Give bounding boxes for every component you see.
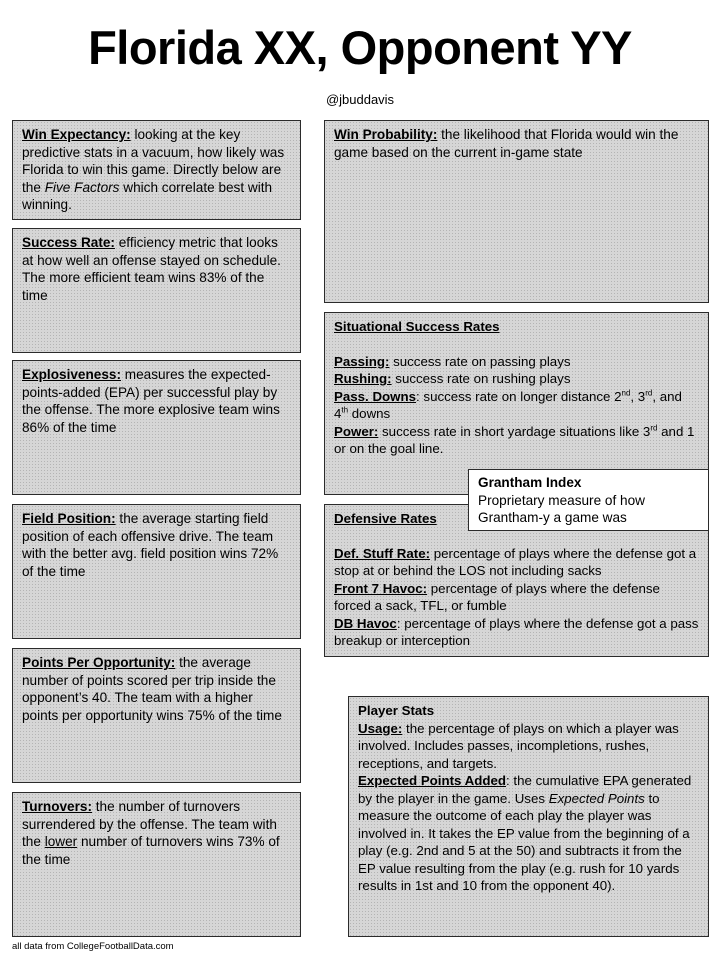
stuff-rate-label: Def. Stuff Rate: xyxy=(334,545,431,561)
db-havoc-label: DB Havoc xyxy=(334,615,397,631)
usage-text: the percentage of plays on which a player was involved. Includes passes, incompletions, rushes, receptions, and targets. xyxy=(358,720,679,771)
turnovers-text-a: the number of turnovers surrendered by the offense. The team with the xyxy=(22,799,277,849)
sup-th: th xyxy=(341,405,349,415)
win-probability-heading: Win Probability: xyxy=(334,127,438,142)
turnovers-text-b: number of turnovers wins 73% of the time xyxy=(22,834,280,867)
win-probability-text: the likelihood that Florida would win the game based on the current in-game state xyxy=(334,127,679,160)
pass-downs-text-d: downs xyxy=(348,406,391,421)
grantham-text: Proprietary measure of how Grantham-y a game was xyxy=(478,492,645,525)
situational-success-box xyxy=(324,312,709,495)
defensive-heading: Defensive Rates xyxy=(334,511,437,526)
rushing-text: success rate on rushing plays xyxy=(391,371,571,386)
grantham-heading: Grantham Index xyxy=(478,475,582,490)
pass-downs-text-c: , and 4 xyxy=(334,388,682,421)
front7-text: percentage of plays where the defense forced a sack, TFL, or fumble xyxy=(334,580,660,613)
power-label: Power: xyxy=(334,423,379,439)
pass-downs-text-b: , 3 xyxy=(630,388,646,404)
win-expectancy-text-b: which correlate best with winning. xyxy=(22,179,273,212)
data-source-footer: all data from CollegeFootballData.com xyxy=(12,941,174,952)
pass-downs-label: Pass. Downs xyxy=(334,388,417,404)
player-stats-heading: Player Stats xyxy=(358,703,435,718)
front7-label: Front 7 Havoc: xyxy=(334,580,428,596)
win-expectancy-heading: Win Expectancy: xyxy=(22,127,131,142)
success-rate-text: efficiency metric that looks at how well an offense stayed on schedule. The more efficient team wins 83% of the time xyxy=(22,235,281,303)
power-text-b: and 1 or on the goal line. xyxy=(334,423,695,456)
explosiveness-heading: Explosiveness: xyxy=(22,367,121,382)
explosiveness-text: measures the expected-points-added (EPA) per successful play by the offense. The more explosive team wins 86% of the time xyxy=(22,367,280,435)
page-title: Florida XX, Opponent YY xyxy=(88,21,632,74)
situational-heading: Situational Success Rates xyxy=(334,319,500,334)
win-expectancy-box xyxy=(12,120,301,220)
field-position-heading: Field Position: xyxy=(22,511,116,526)
turnovers-box xyxy=(12,792,301,937)
power-text-a: success rate in short yardage situations like 3 xyxy=(378,423,651,439)
five-factors-text: Five Factors xyxy=(44,179,120,195)
grantham-index-box xyxy=(468,469,709,531)
field-position-text: the average starting field position of each offensive drive. The team with the better avg. field position wins 72% of the time xyxy=(22,511,279,579)
sup-nd: nd xyxy=(621,388,631,398)
sup-rd: rd xyxy=(645,388,653,398)
field-position-box xyxy=(12,504,301,639)
stuff-rate-text: percentage of plays where the defense got a stop at or behind the LOS not including sacks xyxy=(334,545,697,578)
success-rate-heading: Success Rate: xyxy=(22,235,115,250)
author-handle: @jbuddavis xyxy=(325,92,395,107)
win-expectancy-text-a: looking at the key predictive stats in a vacuum, how likely was Florida to win this game. Directly below are the xyxy=(22,127,285,195)
points-per-opportunity-heading: Points Per Opportunity: xyxy=(22,655,176,670)
db-havoc-text: : percentage of plays where the defense got a pass breakup or interception xyxy=(334,615,699,648)
turnovers-lower-text: lower xyxy=(44,834,78,849)
pass-downs-text-a: : success rate on longer distance 2 xyxy=(416,388,622,404)
epa-text-a: : the cumulative EPA generated by the player in the game. Uses xyxy=(358,773,692,806)
expected-points-text: Expected Points xyxy=(548,790,645,806)
explosiveness-box xyxy=(12,360,301,495)
success-rate-box xyxy=(12,228,301,353)
epa-label: Expected Points Added xyxy=(358,773,507,788)
passing-text: success rate on passing plays xyxy=(389,353,571,369)
player-stats-box xyxy=(348,696,709,937)
win-probability-box xyxy=(324,120,709,303)
rushing-label: Rushing: xyxy=(334,371,392,386)
epa-text-b: to measure the outcome of each play the player was involved in. It takes the EP value from the beginning of a play (e.g. 2nd and 5 at the 50) and subtracts it from the EP value resulting from the play (e.g. rush for 10 yards results in 1st and 10 from the opponent 40). xyxy=(358,790,690,893)
points-per-opportunity-box xyxy=(12,648,301,783)
points-per-opportunity-text: the average number of points scored per trip inside the opponent’s 40. The team with a higher points per opportunity wins 75% of the time xyxy=(22,655,282,723)
passing-label: Passing: xyxy=(334,353,390,369)
turnovers-heading: Turnovers: xyxy=(22,799,92,814)
power-sup-rd: rd xyxy=(650,423,658,433)
usage-label: Usage: xyxy=(358,720,403,736)
